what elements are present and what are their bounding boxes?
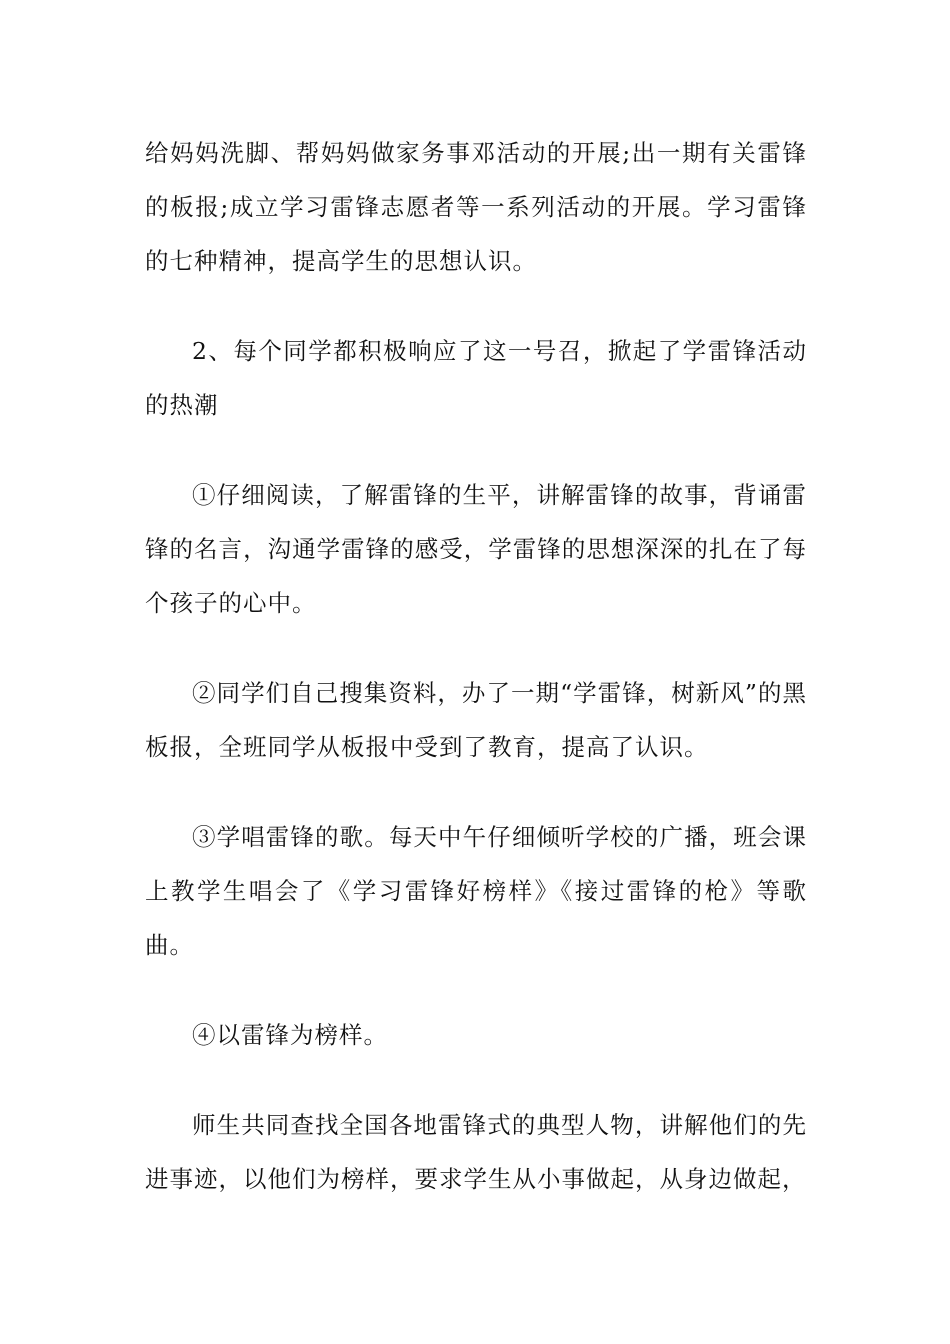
- document-body: [145, 126, 807, 1242]
- paragraph-5: ③学唱雷锋的歌。每天中午仔细倾听学校的广播，班会课上教学生唱会了《学习雷锋好榜样》《接过雷锋的枪》等歌曲。: [145, 823, 807, 959]
- paragraph-7: 师生共同查找全国各地雷锋式的典型人物，讲解他们的先进事迹，以他们为榜样，要求学生从小事做起，从身边做起，: [145, 1111, 807, 1193]
- paragraph-1: 给妈妈洗脚、帮妈妈做家务事邓活动的开展;出一期有关雷锋的板报;成立学习雷锋志愿者等一系列活动的开展。学习雷锋的七种精神，提高学生的思想认识。: [145, 139, 807, 275]
- paragraph-4: ②同学们自己搜集资料，办了一期“学雷锋，树新风”的黑板报，全班同学从板报中受到了教育，提高了认识。: [145, 679, 807, 761]
- paragraph-2: 2、每个同学都积极响应了这一号召，掀起了学雷锋活动的热潮: [145, 337, 807, 419]
- paragraph-6: ④以雷锋为榜样。: [192, 1021, 388, 1049]
- paragraph-3: ①仔细阅读，了解雷锋的生平，讲解雷锋的故事，背诵雷锋的名言，沟通学雷锋的感受，学雷锋的思想深深的扎在了每个孩子的心中。: [145, 481, 807, 617]
